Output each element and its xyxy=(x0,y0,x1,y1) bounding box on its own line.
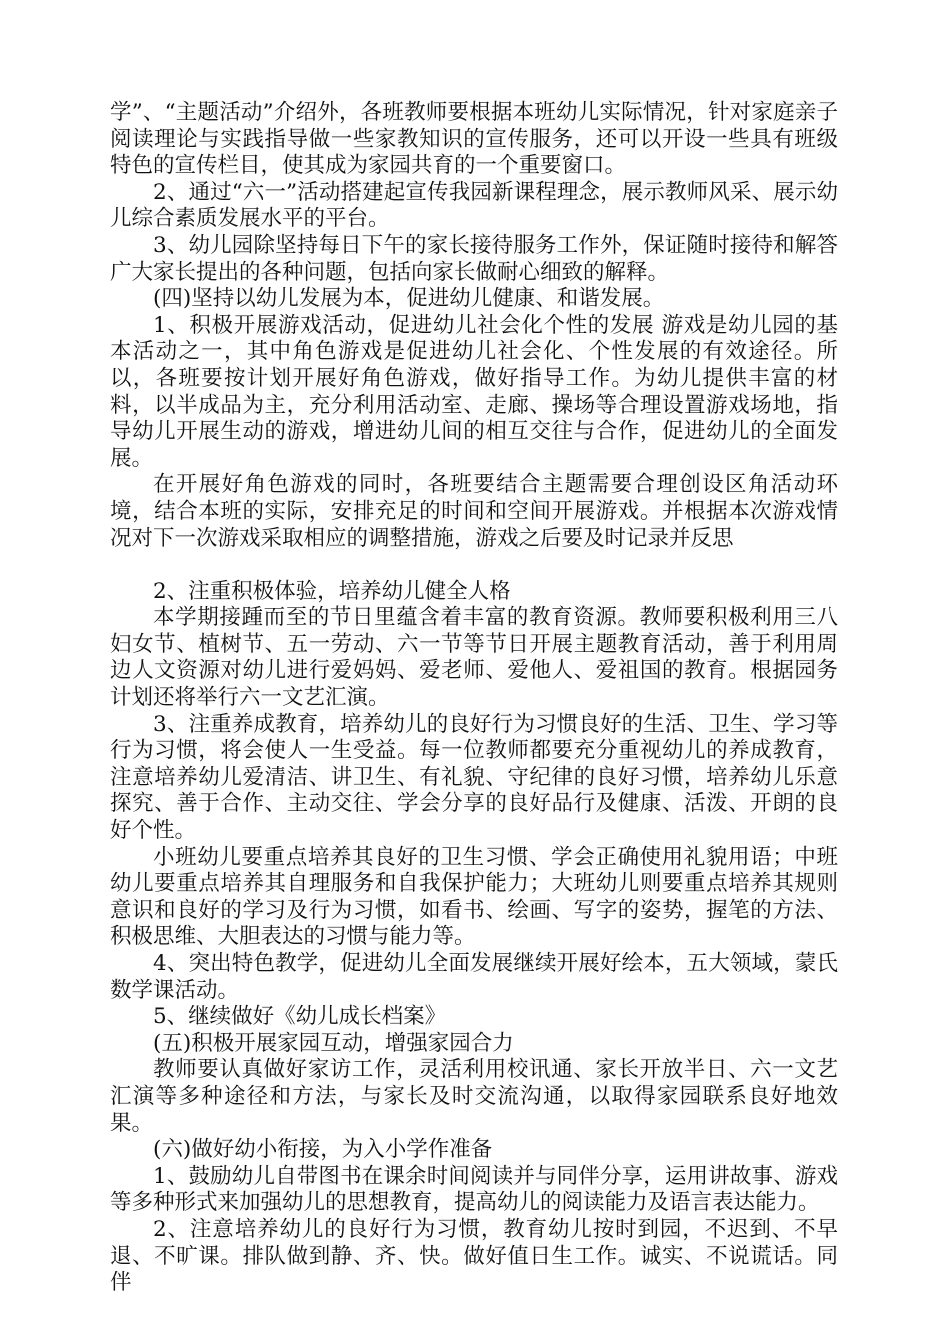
paragraph-behavior: 2、注意培养幼儿的良好行为习惯，教育幼儿按时到园，不迟到、不早退、不旷课。排队做到静、齐、快。做好值日生工作。诚实、不说谎话。同伴 xyxy=(110,1216,838,1296)
paragraph-role-play: 在开展好角色游戏的同时，各班要结合主题需要合理创设区角活动环境，结合本班的实际，安排充足的时间和空间开展游戏。并根据本次游戏情况对下一次游戏采取相应的调整措施，游戏之后要及时记录并反思 xyxy=(110,472,838,551)
paragraph-habits: 3、注重养成教育，培养幼儿的良好行为习惯良好的生活、卫生、学习等行为习惯，将会使人一生受益。每一位教师都要充分重视幼儿的养成教育，注意培养幼儿爱清洁、讲卫生、有礼貌、守纪律的良好习惯，培养幼儿乐意探究、善于合作、主动交往、学会分享的良好品行及健康、活泼、开朗的良好个性。 xyxy=(110,711,838,844)
paragraph-home-visits: 教师要认真做好家访工作，灵活利用校讯通、家长开放半日、六一文艺汇演等多种途径和方法，与家长及时交流沟通，以取得家园联系良好地效果。 xyxy=(110,1057,838,1136)
section-heading-5: (五)积极开展家园互动，增强家园合力 xyxy=(153,1030,514,1056)
paragraph-special-teaching: 4、突出特色教学，促进幼儿全面发展继续开展好绘本，五大领域，蒙氏数学课活动。 xyxy=(110,951,838,1003)
paragraph-item-2: 2、通过“六一”活动搭建起宣传我园新课程理念，展示教师风采、展示幼儿综合素质发展水平的平台。 xyxy=(110,179,838,232)
section-heading-6: (六)做好幼小衔接，为入小学作准备 xyxy=(153,1137,493,1163)
paragraph-game-activities: 1、积极开展游戏活动，促进幼儿社会化个性的发展 游戏是幼儿园的基本活动之一，其中角色游戏是促进幼儿社会化、个性发展的有效途径。所以，各班要按计划开展好角色游戏，做好指导工作。为幼儿提供丰富的材料，以半成品为主，充分利用活动室、走廊、操场等合理设置游戏场地，指导幼儿开展生动的游戏，增进幼儿间的相互交往与合作，促进幼儿的全面发展。 xyxy=(110,312,838,471)
blank-line xyxy=(110,552,838,579)
section-heading-4: (四)坚持以幼儿发展为本，促进幼儿健康、和谐发展。 xyxy=(153,286,665,312)
paragraph-festivals: 本学期接踵而至的节日里蕴含着丰富的教育资源。教师要积极利用三八妇女节、植树节、五一劳动、六一节等节日开展主题教育活动，善于利用周边人文资源对幼儿进行爱妈妈、爱老师、爱他人、爱祖国的教育。根据园务计划还将举行六一文艺汇演。 xyxy=(110,605,838,711)
paragraph-item-3: 3、幼儿园除坚持每日下午的家长接待服务工作外，保证随时接待和解答广大家长提出的各种问题，包括向家长做耐心细致的解释。 xyxy=(110,232,838,285)
paragraph-heading-experience: 2、注重积极体验，培养幼儿健全人格 xyxy=(153,578,511,604)
document-page xyxy=(110,100,838,1297)
paragraph-continuation: 学”、“主题活动”介绍外，各班教师要根据本班幼儿实际情况，针对家庭亲子阅读理论与实践指导做一些家教知识的宣传服务，还可以开设一些具有班级特色的宣传栏目，使其成为家园共育的一个重要窗口。 xyxy=(110,100,838,179)
paragraph-class-levels: 小班幼儿要重点培养其良好的卫生习惯、学会正确使用礼貌用语；中班幼儿要重点培养其自理服务和自我保护能力；大班幼儿则要重点培养其规则意识和良好的学习及行为习惯，如看书、绘画、写字的姿势，握笔的方法、积极思维、大胆表达的习惯与能力等。 xyxy=(110,844,838,950)
paragraph-growth-archive: 5、继续做好《幼儿成长档案》 xyxy=(153,1004,447,1030)
paragraph-reading: 1、鼓励幼儿自带图书在课余时间阅读并与同伴分享，运用讲故事、游戏等多种形式来加强幼儿的思想教育，提高幼儿的阅读能力及语言表达能力。 xyxy=(110,1163,838,1216)
